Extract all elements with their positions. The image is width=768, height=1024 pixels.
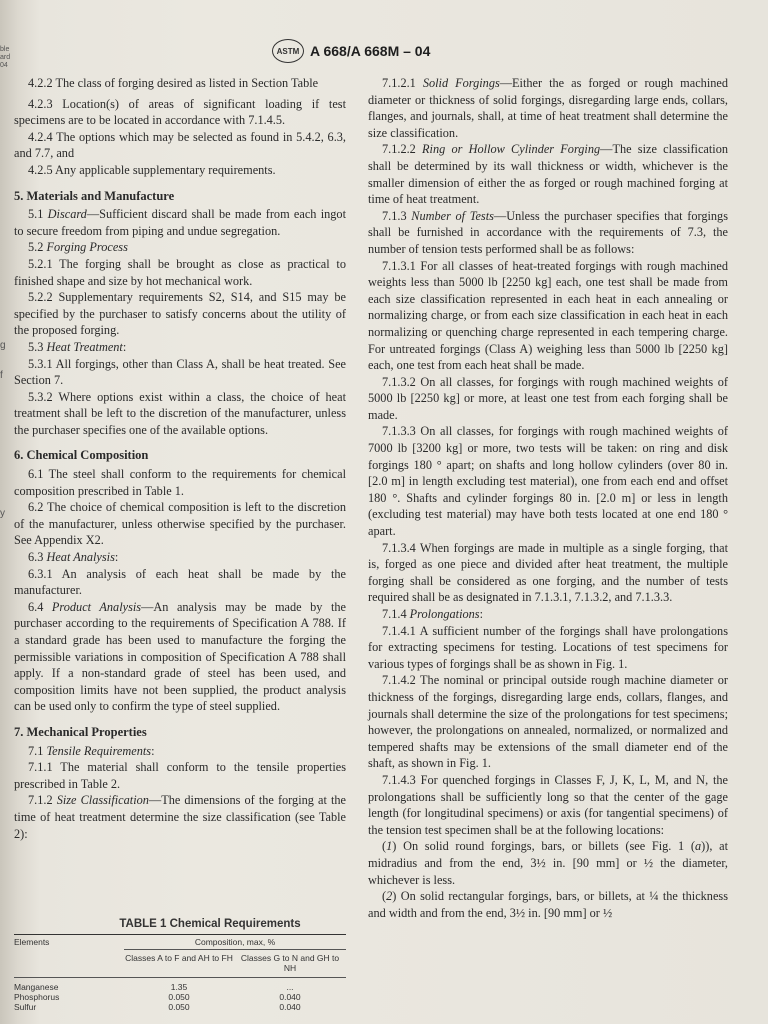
section-heading: 7. Mechanical Properties	[14, 724, 147, 739]
table-header-elements: Elements	[14, 937, 50, 947]
paragraph: 7.1.4 Prolongations:	[382, 607, 484, 621]
margin-scrap-g: g	[0, 340, 6, 351]
paragraph: 5.3.1 All forgings, other than Class A, shall be heat treated. See Section 7.	[14, 356, 346, 388]
paragraph: 7.1.3.3 On all classes, for forgings with rough machined weights of 7000 lb [3200 kg] or more, two tests will be taken: on ring and disk forgings 180 ° apart; on shafts and long hollow cylinders (over 80 in. [2.0 m] in length excluding test material), one from each end and offset 180 °. Shafts and cylinder forgings 80 in. [2.0 m] or less in length (excluding test material) may have both tests located at one end 180 ° apart.	[368, 424, 728, 539]
table-row	[14, 982, 346, 992]
table-header-col1: Classes A to F and AH to FH	[125, 953, 233, 963]
table-cell: Manganese	[14, 982, 59, 992]
paragraph: 4.2.2 The class of forging desired as listed in Section Table	[28, 76, 319, 90]
table-cell: Sulfur	[14, 1002, 37, 1012]
paragraph: 4.2.5 Any applicable supplementary requirements.	[28, 162, 276, 177]
paragraph: 7.1 Tensile Requirements:	[28, 743, 155, 758]
page-header	[272, 40, 430, 62]
paragraph: 4.2.3 Location(s) of areas of significant loading if test specimens are to be located in accordance with 7.1.4.5.	[14, 96, 346, 128]
paragraph: 7.1.3 Number of Tests—Unless the purchaser specifies that forgings shall be furnished in accordance with the requirements of 7.3, the number of tension tests performed shall be as follows:	[368, 208, 728, 256]
paragraph: 6.1 The steel shall conform to the requirements for chemical composition prescribed in Table 1.	[14, 467, 346, 498]
paragraph: 7.1.4.1 A sufficient number of the forgings shall have prolongations for extracting specimens for testing. Locations of test specimens for various types of forgings shall be as shown in Fig. 1.	[368, 623, 728, 671]
table-cell: Phosphorus	[14, 992, 60, 1002]
margin-scrap-f: f	[0, 370, 3, 381]
right-column	[368, 75, 728, 921]
paragraph: (2) On solid rectangular forgings, bars, or billets, at ¼ the thickness and width and from the end, 3½ in. [90 mm] or ½	[368, 889, 728, 920]
section-heading: 5. Materials and Manufacture	[14, 188, 175, 203]
table-header-col2: Classes G to N and GH to NH	[240, 953, 340, 973]
document-title: A 668/A 668M – 04	[310, 43, 431, 59]
paragraph: 7.1.4.2 The nominal or principal outside rough machine diameter or thickness of the forgings, disregarding large ends, collars, flanges, and journals shall determine the size of the prolongations for test specimens; however, the prolongations on annealed, normalized, or normalized and tempered shafts may be extensions of the small diameter end of the shaft, as shown in Fig. 1.	[368, 673, 728, 771]
paragraph: 5.2.2 Supplementary requirements S2, S14, and S15 may be specified by the purchaser to satisfy concerns about the utility of the proposed forging.	[14, 290, 346, 338]
table-cell: 0.050	[168, 992, 190, 1002]
paragraph: 7.1.4.3 For quenched forgings in Classes F, J, K, L, M, and N, the prolongations shall be sufficiently long so that the center of the gage length (for longitudinal specimens) or axis (for tangential specimens) of the tension test specimen shall be at the following locations:	[368, 772, 728, 837]
paragraph: 7.1.3.1 For all classes of heat-treated forgings with rough machined weights less than 5000 lb [2250 kg] each, one test shall be made from each size classification represented in each heat in each annealing or normalizing charge, or from each size classification in each heat in each normalizing or quenching charge represented in each tempering charge. For untreated forgings (Class A) weighing less than 5000 lb [2250 kg] each, one test from each heat shall be made.	[368, 258, 728, 373]
margin-scrap-y: y	[0, 508, 5, 519]
paragraph: 4.2.4 The options which may be selected as found in 5.4.2, 6.3, and 7.7, and	[14, 129, 346, 161]
table-header-group: Composition, max, %	[194, 937, 276, 947]
margin-scrap-top: ble ard 04	[0, 46, 11, 69]
table-1-chemical-requirements	[14, 918, 346, 1012]
paragraph: 6.3.1 An analysis of each heat shall be made by the manufacturer.	[14, 566, 346, 598]
table-cell: 1.35	[170, 982, 188, 992]
table-cell: 0.040	[279, 1002, 301, 1012]
paragraph: 5.1 Discard—Sufficient discard shall be made from each ingot to secure freedom from piping and undue segregation.	[14, 207, 346, 238]
paragraph: 5.2.1 The forging shall be brought as close as practical to finished shape and size by hot mechanical work.	[14, 256, 346, 288]
paragraph: 7.1.3.2 On all classes, for forgings with rough machined weights of 5000 lb [2250 kg] or more, at least one test from each forging shall be made.	[368, 374, 728, 422]
table-cell: 0.050	[168, 1002, 190, 1012]
paragraph: 7.1.1 The material shall conform to the tensile properties prescribed in Table 2.	[14, 760, 346, 791]
astm-logo-icon: ASTM	[272, 39, 304, 63]
table-cell: 0.040	[279, 992, 301, 1002]
paragraph: 7.1.2 Size Classification—The dimensions of the forging at the time of heat treatment determine the size classification (see Table 2):	[14, 793, 346, 841]
paragraph: 6.2 The choice of chemical composition is left to the discretion of the manufacturer, unless otherwise specified by the purchaser. See Appendix X2.	[14, 500, 346, 548]
paragraph: 5.2 Forging Process	[28, 240, 128, 255]
paragraph: 7.1.3.4 When forgings are made in multiple as a single forging, that is, forged as one piece and divided after heat treatment, the multiple forging shall be considered as one forging, and the number of tests required shall be as designated in 7.1.3.1, 7.1.3.2, and 7.1.3.3.	[368, 540, 728, 605]
paragraph: 5.3.2 Where options exist within a class, the choice of heat treatment shall be left to the discretion of the manufacturer, unless the purchaser specifies one of the available options.	[14, 389, 346, 437]
left-column	[14, 75, 346, 842]
table-row	[14, 992, 346, 1002]
paragraph: 6.4 Product Analysis—An analysis may be made by the purchaser according to the requirements of Specification A 788. If a standard grade has been used to manufacture the forging the permissible variations in composition of Specification A 788 shall apply. If a non-standard grade of steel has been used, and composition limits have not been supplied, the product analysis can be used only to confirm the type of steel supplied.	[14, 599, 346, 714]
paragraph: 7.1.2.1 Solid Forgings—Either the as forged or rough machined diameter or thickness of solid forgings, disregarding large ends, collars, flanges, and journals, shall, at time of heat treatment shall determine the size classification.	[368, 76, 728, 140]
section-heading: 6. Chemical Composition	[14, 448, 149, 463]
paragraph: 6.3 Heat Analysis:	[28, 550, 119, 565]
paragraph: 7.1.2.2 Ring or Hollow Cylinder Forging—The size classification shall be determined by its wall thickness or width, whichever is the smaller dimension of either the as forged or rough machined forging at time of heat treatment.	[368, 142, 728, 207]
paragraph: (1) On solid round forgings, bars, or billets (see Fig. 1 (a)), at midradius and from the end, 3½ in. [90 mm] or ½ the diameter, whichever is less.	[368, 839, 729, 887]
table-cell: ...	[286, 982, 294, 992]
paragraph: 5.3 Heat Treatment:	[28, 339, 127, 354]
table-title: TABLE 1 Chemical Requirements	[119, 918, 301, 930]
table-body	[14, 982, 346, 1012]
table-row	[14, 1002, 346, 1012]
